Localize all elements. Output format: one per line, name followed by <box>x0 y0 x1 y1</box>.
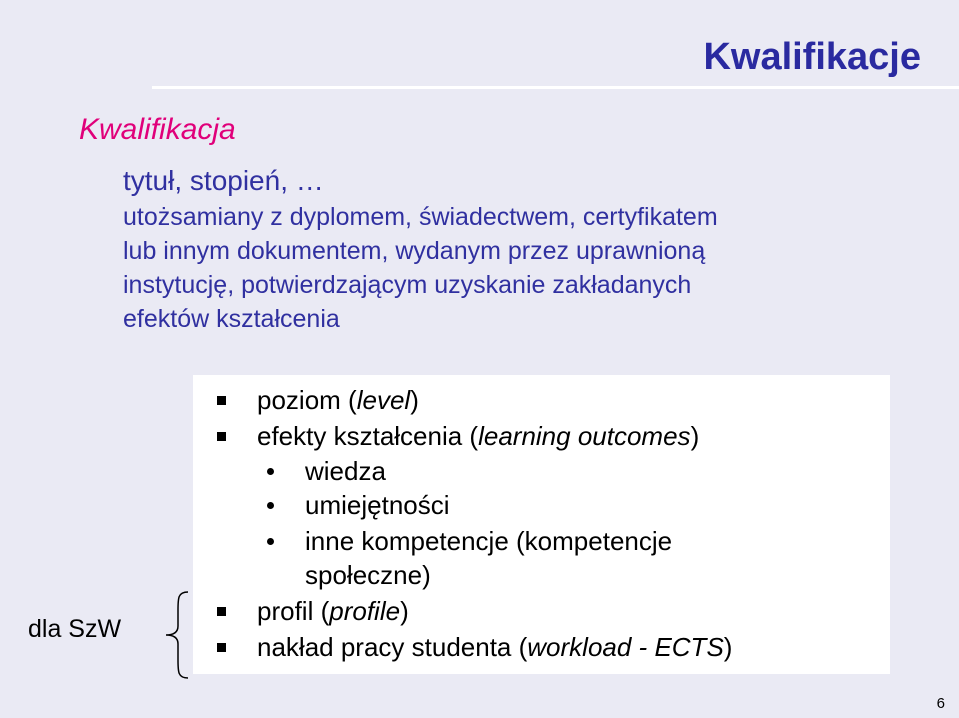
curly-brace-icon <box>160 590 190 680</box>
page-number: 6 <box>936 695 945 712</box>
square-bullet-icon <box>217 396 226 405</box>
title-underline <box>152 86 959 89</box>
components-box: poziom (level) efekty kształcenia (learning outcomes) wiedza umiejętności inne kompetencje (kompetencje społeczne) profil (profile) nakład pracy studenta (workload - ECTS) <box>193 375 890 674</box>
round-bullet-icon <box>267 538 274 545</box>
side-label: dla SzW <box>28 615 122 643</box>
definition-line: instytucję, potwierdzającym uzyskanie zakładanych <box>123 271 692 299</box>
square-bullet-icon <box>217 432 226 441</box>
slide-title: Kwalifikacje <box>703 36 921 78</box>
definition-line: utożsamiany z dyplomem, świadectwem, certyfikatem <box>123 203 718 231</box>
heading: Kwalifikacja <box>79 113 236 146</box>
round-bullet-icon <box>267 502 274 509</box>
subline: tytuł, stopień, … <box>123 165 324 196</box>
square-bullet-icon <box>217 643 226 652</box>
definition-line: lub innym dokumentem, wydanym przez uprawnioną <box>123 237 706 265</box>
definition-line: efektów kształcenia <box>123 305 340 333</box>
definition-text <box>123 200 883 336</box>
square-bullet-icon <box>217 607 226 616</box>
round-bullet-icon <box>267 468 274 475</box>
